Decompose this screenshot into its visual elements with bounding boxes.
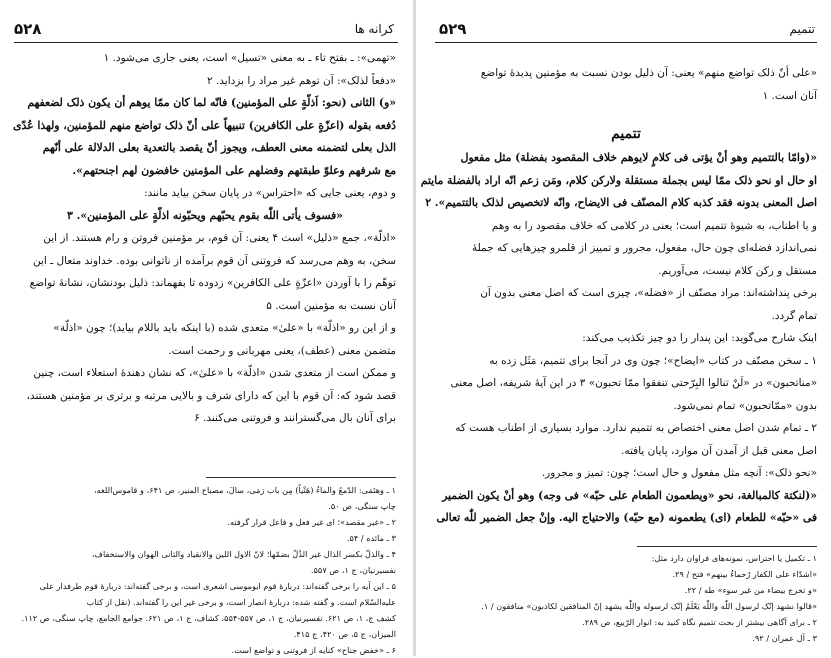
right-line: و یا اطناب، به شیوهٔ تتمیم است؛ یعنی در کلامی که خلاف مقصود را به وهم	[491, 219, 817, 232]
left-line: و دوم، یعنی جایی که «احتراس» در پایان سخن بیاید مانند:	[144, 187, 396, 199]
footnote-line: «اشدّاء علی الکفار رُحماءُ بینهم» فتح / ۲۹.	[672, 569, 817, 579]
section-heading: تتمیم	[611, 126, 641, 142]
left-line: توهّم را با آوردن «اعزّةٍ علی الکافرین» زدوده تا بفهماند: ذلیل بودنشان، نشانهٔ تواضع	[29, 277, 396, 289]
right-line: تمام گردد.	[771, 309, 817, 322]
right-line: اینک شارح می‌گوید: این پندار را دو چیز تکذیب می‌کند:	[582, 332, 817, 344]
left-footnotes	[14, 482, 396, 658]
right-line: ۱ ـ سخن مصنّف در کتاب «ایضاح»؛ چون وی در آنجا برای تتمیم، مَثَل زده به	[489, 354, 817, 367]
footnote-line: «قالوا نشهد إنّک لرسول اللّٰه واللّٰه یَعْلَمُ إنّک لرسوله واللّٰه یشهد إنّ المنافقین لکاذبون» منافقون / ۱.	[481, 601, 817, 611]
left-line: «دفعاً لذلک»: آن توهم غیر مراد را بزداید. ۲	[206, 74, 396, 87]
right-line: «(وامّا بالتتمیم وهو أنْ یؤتی فی کلامٍ لایوهم خلاف المقصود بفضلة) مثل مفعول	[460, 151, 817, 164]
right-line: اصل المعنی بدونه فقد کذبه کلام المصنّف فی الایضاح، وانّه لاتخصیص لذلک بالتتمیم». ۲	[425, 196, 817, 209]
left-line: و از این رو «اذلّة» با «علیٰ» متعدی شده (با اینکه باید باللام بیاید)؛ چون «اذلّة»	[53, 322, 396, 334]
footnote-line: ۱ ـ تکمیل یا احتراس، نمونه‌های فراوان دارد مثل:	[651, 553, 817, 563]
footnote-line: نفسیرنیان، ج ۱، ص ۵۵۷.	[310, 565, 396, 575]
footnote-line: المیزان، ج ۵، ص ۴۲۰، ج ۴۱۵.	[293, 629, 396, 639]
left-line: و ممکن است از متعدی شدن «اذلّة» با «علیٰ»، که نشان دهندهٔ استعلاء است، چنین	[33, 367, 396, 379]
left-line: الذل بعلی لتضمنه معنی العطف، ویجوز أنّ یقصد بالتعدیة بعلی الدلالة علی أنّهم	[42, 141, 396, 154]
footnote-line: ۳ ـ مائده / ۵۴.	[346, 533, 396, 543]
right-line: برخی پنداشته‌اند: مراد مصنّف از «فضله»، چیزی است که اصل معنی بدون آن	[480, 287, 817, 299]
right-line: ۲ ـ تمام شدن اصل معنی اختصاص به تتمیم ندارد. موارد بسیاری از اطناب هست که	[455, 422, 817, 434]
footnote-line: ۶ ـ «خفض جناح» کنایه از فروتنی و تواضع است.	[231, 645, 396, 655]
footnote-line: ۲ ـ برای آگاهی بیشتر از بحث تتمیم نگاه کنید به: انوار الرّبیع، ص ۲۸۹.	[582, 617, 817, 627]
footnote-line: «و تخرج بیضاء من غیر سوء» طه / ۲۲.	[684, 585, 817, 595]
right-line: فی «حبّه» للطعام (ای) یطعمونه (مع حبّه) والاحتیاج الیه. وإنْ جعل الضمیر للّٰه تعالی	[436, 511, 817, 524]
footnote-line: ۵ ـ این آیه را برخی گفته‌اند: دربارهٔ قوم ابوموسی اشعری است، و برخی گفته‌اند: دربارهٔ قوم طرفدار علی	[39, 581, 396, 591]
left-line: قصد شود که: آن قوم با این که دارای شرف و بالایی مرتبه و برتری بر مؤمنین هستند،	[26, 389, 396, 402]
right-line: او حال او نحو ذلک ممّا لیس بجملة مستقلة ولارکن کلام، ومَن زعم انّه اراد بالفضلة مایتم	[420, 173, 817, 187]
right-footnotes	[435, 550, 817, 646]
footnote-line: ۳ ـ آل عمران / ۹۲.	[752, 633, 817, 643]
left-line: «و) الثانی (نحو: اَذلّةٍ علی المؤمنین) فانّه لما کان ممّا یوهم أن یکون ذلک لضعفهم	[27, 96, 396, 109]
right-page	[417, 0, 831, 656]
heading-spacer	[435, 107, 817, 121]
right-line: «(لنکتة کالمبالغة، نحو «ویطعمون الطعام علی حبّه» فی وجه) وهو أنْ یکون الضمیر	[442, 488, 817, 502]
footnote-line: چاپ سنگی، ص ۵۰.	[328, 501, 396, 511]
footnote-line: ۱ ـ وهتَمَی: الدّمعُ والماءُ (هَتْیاً) مِن باب رَمَی، سالَ، مصباح المنیر، ص ۶۴۱، و قاموس‌اللغه،	[93, 485, 396, 495]
right-line: آنان است. ۱	[762, 89, 817, 102]
right-line: «نحو ذلک»: آنچه مثل مفعول و حال است؛ چون: تمیز و مجرور.	[541, 467, 817, 479]
right-running-head: تتمیم	[789, 22, 815, 36]
footnote-line: علیه‌السّلام است. و گفته شده: دربارهٔ انصار است، و برخی غیر این را گفته‌اند. (نقل از کتاب	[86, 597, 396, 607]
footnote-line: ۴ ـ والذلّ بکسر الذال غیر الذُلّ بضمّها؛ لانّ الاول اللین والانقیاد والثانی الهوان والاستخفاف،	[91, 549, 396, 559]
right-line: «علی أنّ ذلک تواضع منهم» یعنی: آن ذلیل بودن نسبت به مؤمنین پدیدهٔ تواضع	[480, 67, 817, 79]
left-line: مع شرفهم وعلوّ طبقتهم وفضلهم علی المؤمنین خافضون لهم اجنحتهم».	[72, 163, 396, 177]
left-page	[0, 0, 412, 656]
right-line: اصل معنی قبل از آمدن آن موارد، پایان یافته.	[621, 444, 817, 457]
left-line: «تهمی»: ـ بفتح تاء ـ به معنی «تسیل» است، یعنی جاری می‌شود. ۱	[103, 52, 396, 64]
left-quran-verse: «فسوف یأتی اللّٰه بقوم یحبّهم ویحبّونه اذلّةٍ علی المؤمنین». ۳	[67, 208, 343, 222]
left-line: سخن، به وهم می‌رسد که فروتنی آن قوم برآمده از ناتوانی بوده. خداوند متعال ـ این	[32, 254, 396, 267]
left-page-number: ۵۲۸	[14, 20, 42, 38]
left-running-head: کرانه ها	[354, 22, 394, 36]
left-body-text	[14, 47, 396, 430]
footnote-line: کشف ج، ۱، ص ۶۲۱. تفسیرنیان، ج ۱، ص ۵۵۷-۵۵۴، کشاف، ج ۱، ص ۶۲۱. جوامع الجامع، چاپ سنگی، ص ۱۱۲.	[21, 613, 396, 623]
right-body-text	[420, 62, 817, 530]
left-header-rule	[14, 42, 398, 43]
left-line: «اذلّة»، جمع «ذلیل» است ۴ یعنی: آن قوم، بر مؤمنین فروتن و رام هستند. از این	[43, 232, 396, 244]
right-line: بدون «ممّاتحبون» تمام نمی‌شود.	[673, 399, 817, 412]
footnote-line: ۲ ـ «غیر مقصد»؛ ای غیر فعل و فاعل قرار گرفته.	[227, 517, 396, 527]
right-line: «مناتحبون» در «لَنْ تنالوا البِرّحتی تنفقوا ممّا تحبون» ۳ در این آیهٔ شریفه، اصل معنی	[450, 377, 817, 389]
right-page-number: ۵۲۹	[439, 20, 467, 38]
left-line: متضمن معنی (عطف)، یعنی مهربانی و رحمت است.	[168, 344, 396, 357]
book-gutter	[413, 0, 416, 656]
right-line: نمی‌اندازد فضله‌ای چون حال، مفعول، مجرور و تمییز از قلمرو چیزهایی که جملهٔ	[471, 242, 817, 254]
right-footnote-separator	[637, 546, 817, 547]
left-line: برای آنان بال می‌گسترانند و فروتنی می‌کنند. ۶	[194, 412, 396, 424]
left-line: آنان نسبت به مؤمنین است. ۵	[266, 299, 396, 312]
right-line: مستقل و رکن کلام نیست، می‌آوریم.	[658, 264, 817, 277]
right-header-rule	[435, 42, 817, 43]
left-footnote-separator	[206, 477, 396, 478]
left-line: دُفعه بقوله (اعزّةٍ علی الکافرین) تنبیهاً علی أنّ ذلک تواضع منهم للمؤمنین، ولهذا عُدّی	[13, 118, 396, 132]
